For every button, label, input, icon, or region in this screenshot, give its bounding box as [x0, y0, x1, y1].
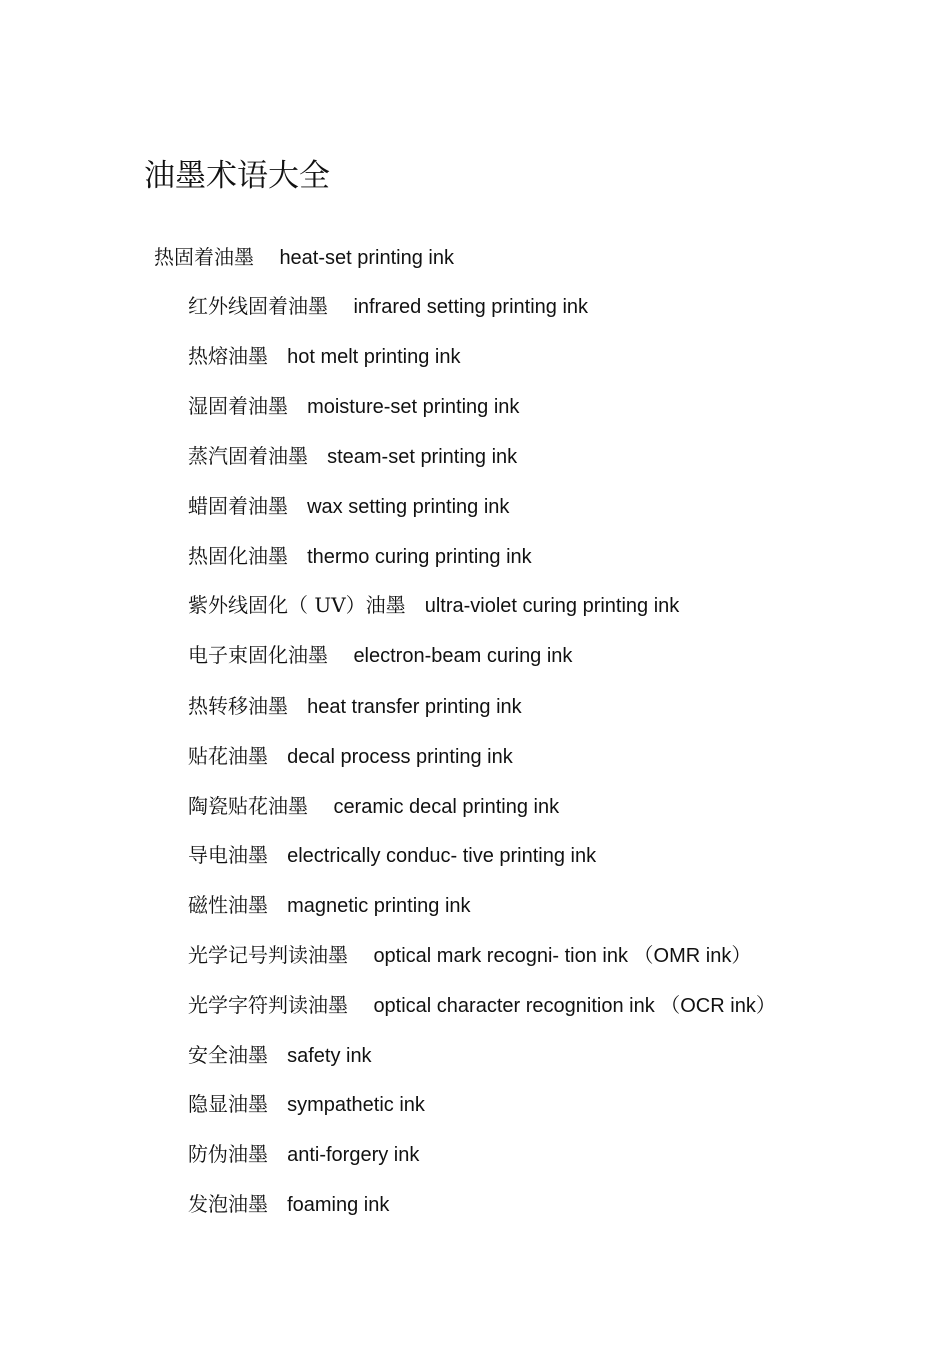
term-english: safety ink	[287, 1045, 372, 1067]
term-english: ceramic decal printing ink	[333, 796, 560, 818]
term-chinese: 热熔油墨	[188, 344, 268, 368]
term-english: ultra-violet curing printing ink	[424, 595, 680, 617]
list-item	[188, 892, 471, 919]
term-english: anti-forgery ink	[287, 1144, 420, 1166]
term-english: electrically conduc- tive printing ink	[287, 845, 597, 867]
term-chinese: 电子束固化油墨	[188, 643, 328, 667]
term-chinese: 蜡固着油墨	[188, 494, 288, 518]
list-item	[188, 793, 559, 820]
term-english: decal process printing ink	[287, 746, 513, 768]
term-chinese: 热固化油墨	[188, 544, 288, 568]
list-item	[188, 1091, 425, 1118]
list-item	[188, 343, 461, 370]
list-item	[188, 693, 522, 720]
term-chinese: 发泡油墨	[188, 1192, 268, 1216]
term-english: steam-set printing ink	[327, 446, 518, 468]
list-item	[188, 543, 532, 570]
page-title: 油墨术语大全	[144, 158, 330, 194]
term-chinese: 光学字符判读油墨	[188, 993, 348, 1017]
term-english: optical mark recogni- tion ink （OMR ink）	[373, 945, 752, 967]
term-chinese: 热固着油墨	[154, 245, 254, 269]
term-chinese: 防伪油墨	[188, 1142, 268, 1166]
term-chinese: 磁性油墨	[188, 893, 268, 917]
list-item	[188, 642, 572, 669]
list-item	[188, 443, 517, 470]
term-chinese: 湿固着油墨	[188, 394, 288, 418]
list-item	[188, 393, 519, 420]
list-item	[188, 942, 751, 969]
term-chinese: 隐显油墨	[188, 1092, 268, 1116]
term-chinese: 蒸汽固着油墨	[188, 444, 308, 468]
term-chinese: 光学记号判读油墨	[188, 943, 348, 967]
list-item	[188, 842, 596, 869]
term-english: magnetic printing ink	[287, 895, 471, 917]
term-english: moisture-set printing ink	[307, 396, 520, 418]
list-item	[188, 1191, 389, 1218]
list-item	[188, 1141, 419, 1168]
term-english: heat-set printing ink	[279, 247, 454, 269]
list-item	[188, 592, 679, 619]
term-english: wax setting printing ink	[307, 496, 510, 518]
list-item	[188, 992, 776, 1019]
term-english: hot melt printing ink	[287, 346, 461, 368]
list-item	[188, 493, 509, 520]
term-chinese: 紫外线固化（ UV）油墨	[188, 593, 406, 617]
term-english: infrared setting printing ink	[353, 296, 589, 318]
term-chinese: 贴花油墨	[188, 744, 268, 768]
term-chinese: 热转移油墨	[188, 694, 288, 718]
term-chinese: 安全油墨	[188, 1043, 268, 1067]
term-english: thermo curing printing ink	[307, 546, 532, 568]
term-english: heat transfer printing ink	[307, 696, 522, 718]
term-english: electron-beam curing ink	[353, 645, 573, 667]
term-chinese: 导电油墨	[188, 843, 268, 867]
term-english: sympathetic ink	[287, 1094, 425, 1116]
term-english: foaming ink	[287, 1194, 390, 1216]
list-item	[188, 293, 588, 320]
term-chinese: 陶瓷贴花油墨	[188, 794, 308, 818]
term-english: optical character recognition ink （OCR ink）	[373, 995, 776, 1017]
term-chinese: 红外线固着油墨	[188, 294, 328, 318]
list-item	[154, 244, 454, 271]
list-item	[188, 743, 513, 770]
list-item	[188, 1042, 372, 1069]
